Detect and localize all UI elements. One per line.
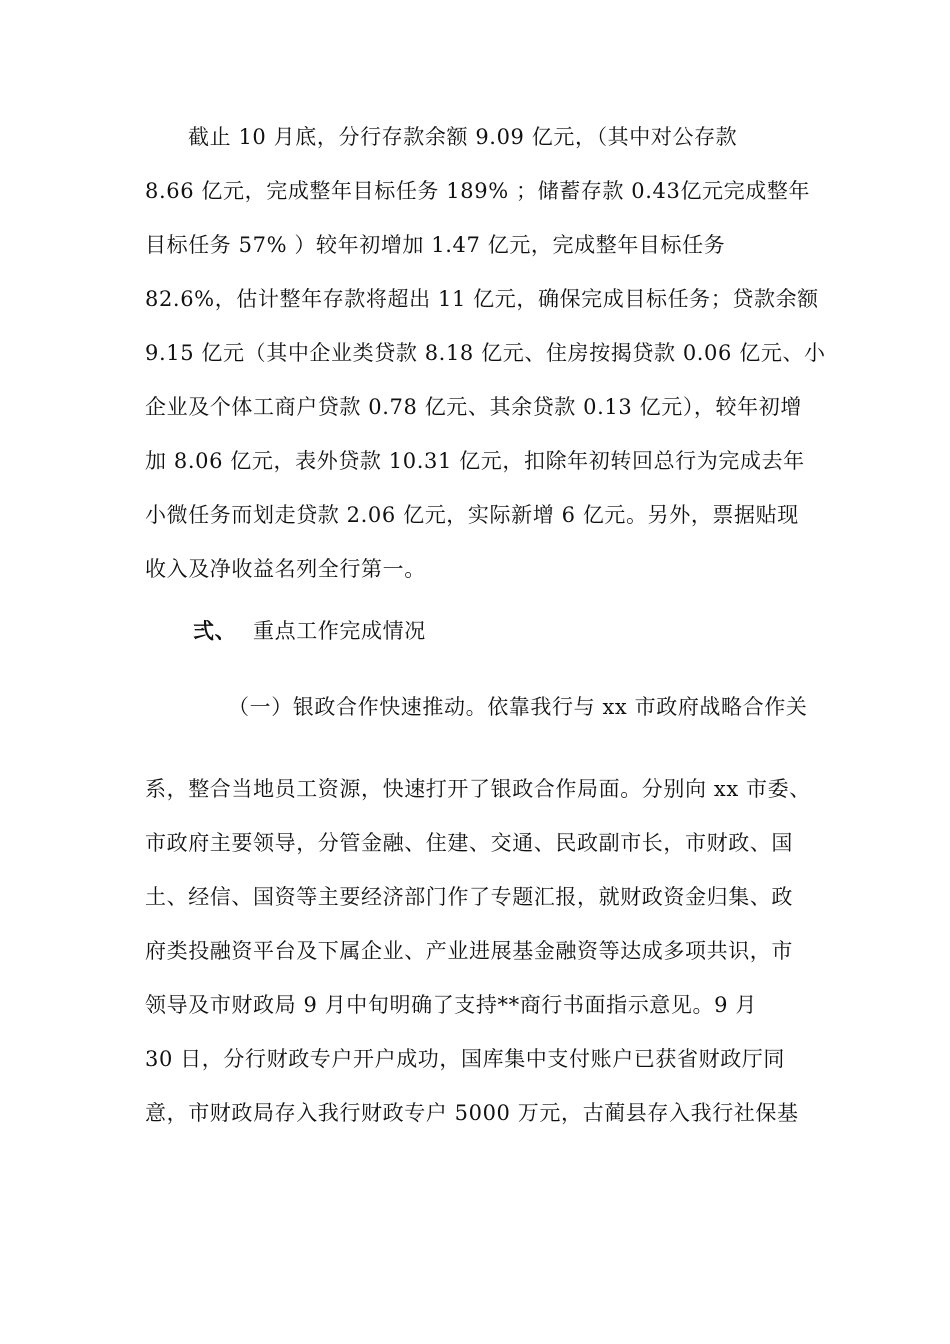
- paragraph-1-line-7: 加 8.06 亿元，表外贷款 10.31 亿元，扣除年初转回总行为完成去年: [145, 449, 805, 473]
- paragraph-1-line-4: 82.6%，估计整年存款将超出 11 亿元，确保完成目标任务；贷款余额: [145, 287, 819, 311]
- paragraph-1-line-9: 收入及净收益名列全行第一。: [145, 557, 426, 581]
- paragraph-2-line-3: 土、经信、国资等主要经济部门作了专题汇报，就财政资金归集、政: [145, 885, 793, 909]
- paragraph-2-line-1: 系，整合当地员工资源，快速打开了银政合作局面。分别向 xx 市委、: [145, 777, 811, 801]
- paragraph-1-line-5: 9.15 亿元（其中企业类贷款 8.18 亿元、住房按揭贷款 0.06 亿元、小: [145, 341, 826, 365]
- subsection-heading: （一）银政合作快速推动。依靠我行与 xx 市政府战略合作关: [228, 695, 808, 719]
- paragraph-2-line-7: 意，市财政局存入我行财政专户 5000 万元，古蔺县存入我行社保基: [145, 1101, 799, 1125]
- paragraph-1-line-6: 企业及个体工商户贷款 0.78 亿元、其余贷款 0.13 亿元），较年初增: [145, 395, 802, 419]
- paragraph-1-line-1: 截止 10 月底，分行存款余额 9.09 亿元，（其中对公存款: [188, 125, 738, 149]
- paragraph-1-line-3: 目标任务 57% ）较年初增加 1.47 亿元，完成整年目标任务: [145, 233, 726, 257]
- section-heading-text: 重点工作完成情况: [253, 619, 426, 643]
- paragraph-2-line-6: 30 日，分行财政专户开户成功，国库集中支付账户已获省财政厅同: [145, 1047, 785, 1071]
- paragraph-1-line-2: 8.66 亿元，完成整年目标任务 189% ；储蓄存款 0.43亿元完成整年: [145, 179, 811, 203]
- section-heading: [193, 617, 873, 645]
- paragraph-2-line-4: 府类投融资平台及下属企业、产业进展基金融资等达成多项共识，市: [145, 939, 793, 963]
- paragraph-2-line-5: 领导及市财政局 9 月中旬明确了支持**商行书面指示意见。9 月: [145, 993, 757, 1017]
- section-heading-number: 弍、: [193, 618, 237, 643]
- paragraph-2-line-2: 市政府主要领导，分管金融、住建、交通、民政副市长，市财政、国: [145, 831, 793, 855]
- paragraph-1-line-8: 小微任务而划走贷款 2.06 亿元，实际新增 6 亿元。另外，票据贴现: [145, 503, 799, 527]
